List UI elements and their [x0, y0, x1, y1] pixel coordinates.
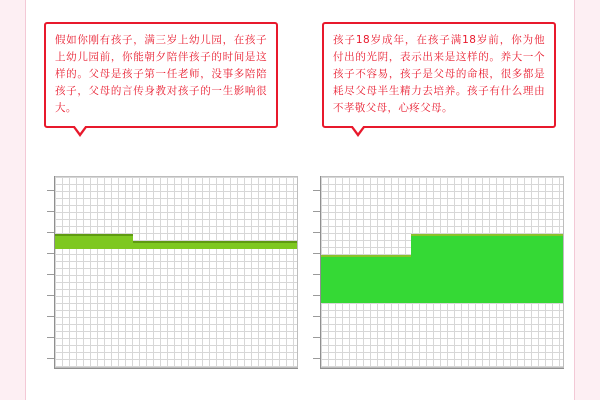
chart-left-y-tick: [47, 253, 54, 254]
chart-left-y-tick: [47, 316, 54, 317]
chart-left-y-tick: [47, 190, 54, 191]
decorative-left-band: [0, 0, 26, 400]
right-callout: [322, 22, 556, 128]
chart-row: [26, 176, 574, 376]
left-callout-text: 假如你刚有孩子，满三岁上幼儿园，在孩子上幼儿园前，你能朝夕陪伴孩子的时间是这样的。父母是孩子第一任老师，没事多陪陪孩子，父母的言传身教对孩子的一生影响很大。: [55, 34, 267, 114]
chart-right: [302, 176, 564, 376]
chart-left-plot-area: [54, 176, 298, 368]
chart-right-y-tick: [313, 232, 320, 233]
chart-left-y-tick: [47, 211, 54, 212]
chart-left-y-axis: [54, 176, 55, 368]
chart-left-series-segment-1: [55, 234, 133, 249]
chart-left-y-tick: [47, 232, 54, 233]
chart-right-series-segment-2: [411, 234, 564, 303]
chart-right-x-axis: [320, 368, 564, 369]
chart-right-y-tick: [313, 274, 320, 275]
decorative-right-band: [574, 0, 600, 400]
chart-right-plot-area: [320, 176, 564, 368]
chart-right-y-tick: [313, 295, 320, 296]
left-callout: [44, 22, 278, 128]
right-band-divider: [574, 0, 575, 400]
chart-right-y-tick: [313, 211, 320, 212]
chart-right-y-tick: [313, 337, 320, 338]
right-callout-pointer-fill: [352, 125, 364, 133]
chart-right-series-segment-1: [321, 255, 411, 303]
chart-left-series-segment-2: [133, 241, 298, 249]
chart-right-y-tick: [313, 316, 320, 317]
chart-right-y-tick: [313, 190, 320, 191]
chart-left-x-axis: [54, 368, 298, 369]
chart-left-y-tick: [47, 274, 54, 275]
chart-left-y-tick: [47, 295, 54, 296]
left-callout-pointer-fill: [74, 125, 86, 133]
chart-left: [36, 176, 298, 376]
callout-row: [26, 22, 574, 128]
chart-left-y-tick: [47, 337, 54, 338]
chart-left-y-tick: [47, 358, 54, 359]
chart-right-y-axis: [320, 176, 321, 368]
chart-right-y-tick: [313, 358, 320, 359]
right-callout-text: 孩子18岁成年，在孩子满18岁前，你为他付出的光阴，表示出来是这样的。养大一个孩子不容易，孩子是父母的命根，很多都是耗尽父母半生精力去培养。孩子有什么理由不孝敬父母，心疼父母。: [333, 34, 545, 114]
chart-right-y-tick: [313, 253, 320, 254]
content-area: [26, 0, 574, 400]
